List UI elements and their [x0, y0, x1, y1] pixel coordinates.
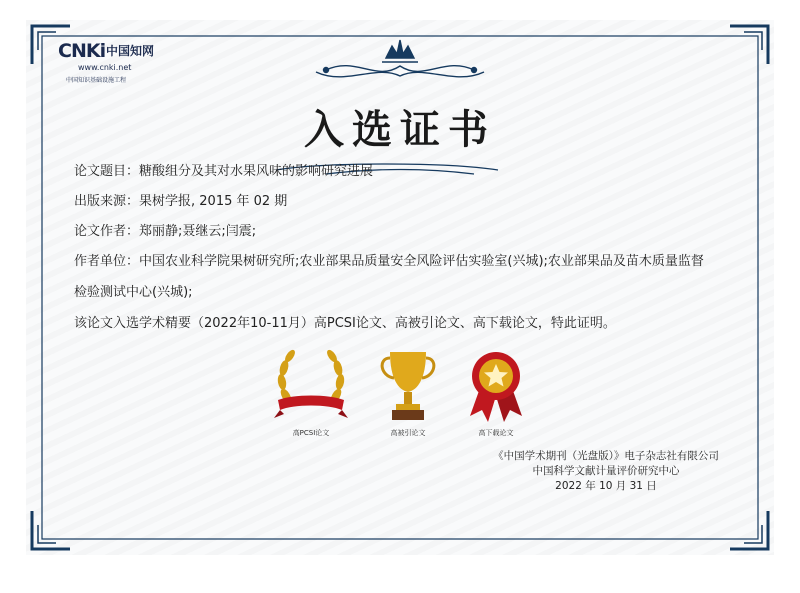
- laurel-wreath-icon: [272, 348, 350, 424]
- award-caption: 高被引论文: [390, 429, 426, 437]
- field-value: 郑丽静;聂继云;闫震;: [139, 224, 257, 239]
- certificate: [26, 20, 774, 555]
- cnki-logo: [58, 40, 198, 88]
- logo-brand: CNKi: [58, 40, 106, 62]
- award-caption: 高PCSI论文: [292, 429, 330, 437]
- field-affiliation: [74, 250, 704, 269]
- field-authors: [74, 220, 256, 239]
- certificate-title: 入选证书: [304, 106, 496, 153]
- field-value: 果树学报, 2015 年 02 期: [139, 194, 288, 209]
- issuer-publisher: 《中国学术期刊（光盘版）》电子杂志社有限公司: [493, 450, 719, 462]
- field-value: 中国农业科学院果树研究所;农业部果品质量安全风险评估实验室(兴城);农业部果品及苗木质量监督: [139, 254, 704, 269]
- medal-icon: [466, 348, 526, 424]
- trophy-icon: [376, 348, 440, 424]
- field-affiliation-cont: [74, 281, 193, 300]
- awards-row: [26, 348, 774, 438]
- issuer-center: 中国科学文献计量评价研究中心: [532, 465, 680, 477]
- logo-tagline: 中国知识基础设施工程: [66, 77, 127, 84]
- certificate-statement: 该论文入选学术精要（2022年10-11月）高PCSI论文、高被引论文、高下载论文，特此证明。: [74, 316, 616, 331]
- logo-url: www.cnki.net: [78, 63, 132, 72]
- field-value: 糖酸组分及其对水果风味的影响研究进展: [139, 164, 374, 179]
- logo-brand-cn: 中国知网: [106, 44, 155, 58]
- field-label: 论文作者：: [74, 224, 140, 239]
- field-value: 检验测试中心(兴城);: [74, 285, 193, 300]
- award-caption: 高下载论文: [478, 429, 514, 437]
- field-source: [74, 190, 287, 209]
- field-label: 论文题目：: [74, 164, 140, 179]
- field-label: 作者单位：: [74, 254, 140, 269]
- field-paper-title: [74, 160, 373, 179]
- issue-date: 2022 年 10 月 31 日: [555, 480, 657, 492]
- field-label: 出版来源：: [74, 194, 140, 209]
- crown-ornament: [316, 40, 484, 77]
